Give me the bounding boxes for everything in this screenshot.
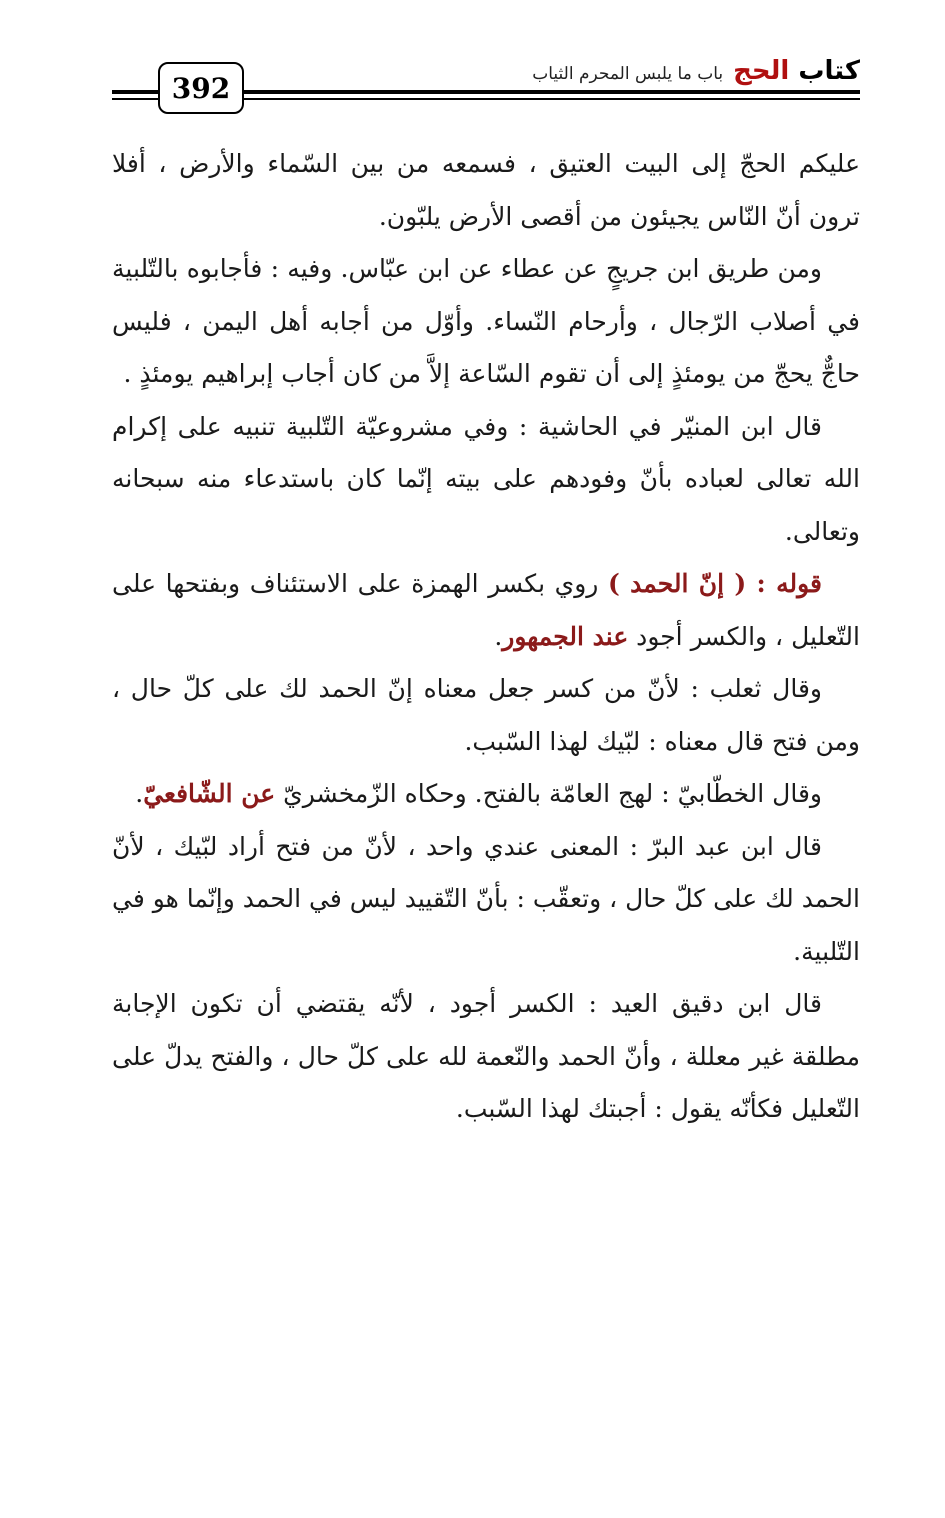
paragraph-8: قال ابن دقيق العيد : الكسر أجود ، لأنّه يقتضي أن تكون الإجابة مطلقة غير معللة ، وأنّ الحمد والنّعمة لله على كلّ حال ، والفتح يدلّ على التّعليل فكأنّه يقول : أجبتك لهذا السّبب. (112, 989, 860, 1123)
paragraph-4-end: . (494, 621, 503, 651)
paragraph-6-end: . (135, 779, 144, 808)
book-title-word: كتاب (798, 56, 860, 86)
paragraph-4 (112, 558, 860, 663)
page-number: 392 (158, 62, 244, 114)
book-title (733, 56, 860, 86)
paragraph-3: قال ابن المنيّر في الحاشية : وفي مشروعيّة التّلبية تنبيه على إكرام الله تعالى لعباده بأنّ وفودهم على بيته إنّما كان باستدعاء منه سبحانه وتعالى. (112, 411, 860, 546)
chapter-title: باب ما يلبس المحرم الثياب (532, 64, 724, 84)
quote-label: قوله : ( إنّ الحمد ) (607, 569, 822, 598)
paragraph-6 (112, 768, 860, 821)
running-head (532, 56, 860, 86)
paragraph-5: وقال ثعلب : لأنّ من كسر جعل معناه إنّ الحمد لك على كلّ حال ، ومن فتح قال معناه : لبّيك لهذا السّبب. (112, 674, 860, 756)
page-body (112, 138, 860, 1136)
page-header (112, 52, 860, 122)
paragraph-1: عليكم الحجّ إلى البيت العتيق ، فسمعه من بين السّماء والأرض ، أفلا ترون أنّ النّاس يجيئون من أقصى الأرض يلبّون. (112, 149, 860, 231)
highlight-shafii: عن الشّافعيّ (143, 779, 276, 808)
highlight-majority: عند الجمهور (502, 621, 629, 651)
book-title-accent: الحج (733, 56, 790, 86)
paragraph-4-text: روي بكسر الهمزة على الاستئناف وبفتحها على التّعليل ، والكسر أجود (112, 569, 860, 651)
paragraph-2: ومن طريق ابن جريجٍ عن عطاء عن ابن عبّاس. وفيه : فأجابوه بالتّلبية في أصلاب الرّجال ، وأرحام النّساء. وأوّل من أجابه أهل اليمن ، فليس حاجٌّ يحجّ من يومئذٍ إلى أن تقوم السّاعة إلاَّ من كان أجاب إبراهيم يومئذٍ . (112, 254, 860, 388)
paragraph-7: قال ابن عبد البرّ : المعنى عندي واحد ، لأنّ من فتح أراد لبّيك ، لأنّ الحمد لك على كلّ حال ، وتعقّب : بأنّ التّقييد ليس في الحمد وإنّما هو في التّلبية. (112, 831, 860, 966)
paragraph-6-text: وقال الخطّابيّ : لهج العامّة بالفتح. وحكاه الزّمخشريّ (275, 779, 822, 808)
